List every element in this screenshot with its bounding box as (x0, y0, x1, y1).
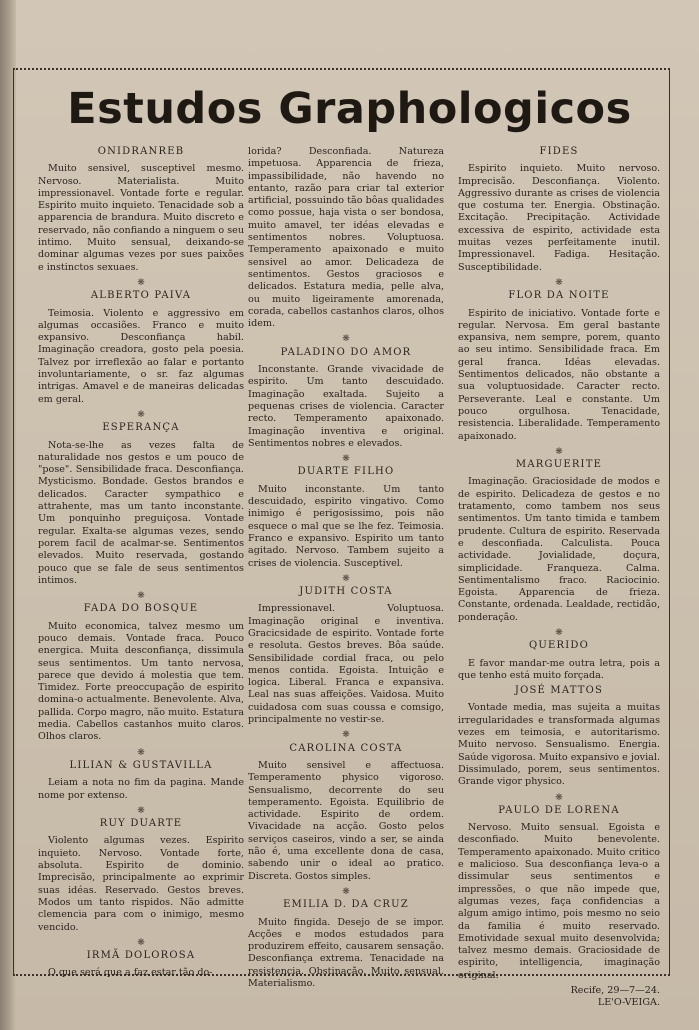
entry-text: Violento algumas vezes. Espirito inquieto. Nervoso. Vontade forte, absoluta. Espirito de dominio. Imprecisão, principalmente ao exprimir suas idéas. Reservado. Gestos breves. Modos um tanto rispidos. Não admitte clemencia para com o inimigo, mesmo vencido. (38, 835, 244, 933)
entry-fides (458, 146, 660, 289)
entry-name: JUDITH COSTA (299, 586, 393, 598)
entry-text: Impressionavel. Voluptuosa. Imaginação original e inventiva. Gracicsidade de espirito. Vontade forte e resoluta. Gestos breves. Bôa saúde. Sensibilidade cordial fraca, ou pelo menos contida. Egoista. Intuição e logica. Liberal. Franca e expansiva. Leal nas suas affeições. Vaidosa. Muito cuidadosa com suas coussa e comsigo, principalmente no vestir-se. (248, 603, 444, 726)
entry-paulo-de-lorena (458, 805, 660, 982)
entry-jose-mattos (458, 685, 660, 804)
entry-text: Teimosia. Violento e aggressivo em algumas occasiões. Franco e muito expansivo. Desconfiança habil. Imaginação creadora, gosto pela poesia. Talvez por irreflexão ao falar e portanto involuntariamente, o sr. faz algumas intrigas. Amavel e de maneiras delicadas em geral. (38, 307, 244, 405)
signoff-date: Recife, 29—7—24. (570, 985, 660, 996)
ornament-icon: ❋ (137, 409, 145, 420)
entry-fada-do-bosque (38, 603, 244, 759)
entry-name: PAULO DE LORENA (498, 804, 620, 816)
entry-name: ALBERTO PAIVA (90, 290, 192, 302)
entry-text: Muito sensivel e affectuosa. Temperamento physico vigoroso. Sensualismo, decorrente do seu temperamento. Egoista. Equilibrio de actividade. Espirito de ordem. Vivacidade na acção. Gosto pelos serviços caseiros, vindo a ser, se ainda não é, uma excellente dona de casa, sabendo unir o ideal ao pratico. Discreta. Gostos simples. (248, 759, 444, 882)
entry-name: ESPERANÇA (102, 422, 180, 434)
ornament-icon: ❋ (555, 277, 563, 288)
entry-esperanca (38, 422, 244, 602)
entry-name: FLOR DA NOITE (508, 290, 610, 302)
entry-emilia-da-cruz (248, 899, 444, 990)
entry-name: FADA DO BOSQUE (83, 603, 199, 615)
column-3 (458, 146, 660, 1010)
ornament-icon: ❋ (137, 591, 145, 602)
entry-text: Espirito de iniciativo. Vontade forte e regular. Nervosa. Em geral bastante expansiva, nem sempre, porem, quanto ao seu intimo. Sensibilidade fraca. Em geral franca. Idéas elevadas. Sentimentos delicados, não obstante a sua voluptuosidade. Caracter recto. Perseverante. Leal e constante. Um pouco orgulhosa. Tenacidade, resistencia. Liberalidade. Temperamento apaixonado. (458, 307, 660, 442)
ornament-icon: ❋ (555, 792, 563, 803)
entry-text: Inconstante. Grande vivacidade de espirito. Um tanto descuidado. Imaginação exaltada. Sujeito a pequenas crises de violencia. Caracter recto. Temperamento apaixonado. Imaginação inventiva e original. Sentimentos nobres e elevados. (248, 364, 444, 449)
ornament-icon: ❋ (342, 730, 350, 741)
entry-name: EMILIA D. DA CRUZ (283, 899, 409, 911)
entry-text: Muito inconstante. Um tanto descuidado, espirito vingativo. Como inimigo é perigosissimo, pois não esquece o mal que se lhe fez. Teimosia. Franco e expansivo. Espirito um tanto agitado. Nervoso. Tambem sujeito a crises de violencia. Susceptivel. (248, 483, 444, 569)
signoff-signature: LE'O-VEIGA. (597, 997, 660, 1009)
entry-text: Vontade media, mas sujeita a muitas irregularidades e transformada algumas vezes em teimosia, e autoritarismo. Muito nervoso. Sensualismo. Energia. Saúde vigorosa. Muito expansivo e jovial. Dissimulado, porem, seus sentimentos. Grande vigor physico. (458, 702, 660, 788)
column-2 (248, 146, 444, 993)
entry-carolina-costa (248, 743, 444, 899)
entry-ruy-duarte (38, 818, 244, 949)
entry-text: Muito sensivel, susceptivel mesmo. Nervoso. Materialista. Muito impressionavel. Vontade forte e regular. Espirito muito inquieto. Tenacidade sob a apparencia de brandura. Muito discreto e reservado, não confiando a ninguem o seu intimo. Muito sensual, deixando-se dominar algumas vezes por sues paixões e instinctos sexuaes. (38, 163, 244, 273)
ornament-icon: ❋ (342, 454, 350, 465)
entry-duarte-filho (248, 466, 444, 585)
ornament-icon: ❋ (342, 886, 350, 897)
entry-name: QUERIDO (528, 640, 590, 652)
entry-name: LILIAN & GUSTAVILLA (69, 759, 213, 771)
entry-name: RUY DUARTE (99, 818, 183, 830)
entry-text: Leiam a nota no fim da pagina. Mande nome por extenso. (38, 777, 244, 801)
ornament-icon: ❋ (137, 805, 145, 816)
entry-text: E favor mandar-me outra letra, pois a que tenho está muito forçada. (458, 657, 660, 681)
entry-name: ONIDRANREB (97, 146, 185, 157)
column-1 (38, 146, 244, 983)
entry-irma-dolorosa-continued (248, 146, 444, 346)
entry-name: PALADINO DO AMOR (280, 346, 412, 358)
entry-text: Espirito inquieto. Muito nervoso. Imprecisão. Desconfiança. Violento. Aggressivo durante as crises de violencia que costuma ter. Energia. Obstinação. Excitação. Precipitação. Actividade excessiva de espirito, actividade esta muitas vezes perfeitamente inutil. Impressionavel. Fadiga. Hesitação. Susceptibilidade. (458, 163, 660, 273)
entry-text: Muito fingida. Desejo de se impor. Acções e modos estudados para produzirem effeito, causarem sensação. Desconfiança extrema. Tenacidade na resistencia. Obstinação. Muito sensual. Materialismo. (248, 916, 444, 989)
entry-text: Muito economica, talvez mesmo um pouco demais. Vontade fraca. Pouco energica. Muita desconfiança, dissimula seus sentimentos. Um tanto nervosa, parece que devido á molestia que tem. Timidez. Forte preoccupação de espirito domina-o actualmente. Benevolente. Alva, pallida. Corpo magro, não muito. Estatura media. Cabellos castanhos muito claros. Olhos claros. (38, 620, 244, 743)
ornament-icon: ❋ (137, 937, 145, 948)
ornament-icon: ❋ (137, 747, 145, 758)
ornament-icon: ❋ (342, 573, 350, 584)
ornament-icon: ❋ (555, 627, 563, 638)
entry-name: DUARTE FILHO (297, 466, 395, 478)
entry-text: lorida? Desconfiada. Natureza impetuosa. Apparencia de frieza, impassibilidade, não havendo no entanto, razão para criar tal exterior artificial, possuindo tão bôas qualidades como possue, haja vista o ser bondosa, muito amavel, ter idéas elevadas e sentimentos nobres. Voluptuosa. Temperamento apaixonado e muito sensivel ao amor. Delicadeza de sentimentos. Gestos graciosos e delicados. Estatura media, pelle alva, ou muito ligeiramente amorenada, corada, cabellos castanhos claros, olhos idem. (248, 146, 444, 330)
entry-irma-dolorosa (38, 950, 244, 980)
entry-name: MARGUERITE (515, 459, 603, 471)
entry-flor-da-noite (458, 290, 660, 458)
entry-onidranreb (38, 146, 244, 289)
page-title: Estudos Graphologicos (67, 84, 632, 134)
entry-name: JOSÉ MATTOS (514, 685, 604, 697)
entry-text: Nota-se-lhe as vezes falta de naturalidade nos gestos e um pouco de "pose". Sensibilidade fraca. Desconfiança. Mysticismo. Bondade. Gestos brandos e delicados. Caracter sympathico e attrahente, mas um tanto inconstante. Um ponquinho preguiçosa. Vontade regular. Exalta-se algumas vezes, sendo porem facil de acalmar-se. Sentimentos elevados. Muito reservada, gostando pouco que se fale de seus sentimentos intimos. (38, 439, 244, 586)
entry-paladino-do-amor (248, 347, 444, 466)
ornament-icon: ❋ (555, 446, 563, 457)
entry-name: CAROLINA COSTA (289, 742, 403, 754)
ornament-icon: ❋ (342, 334, 350, 345)
entry-lilian-gustavilla (38, 760, 244, 817)
ornament-icon: ❋ (137, 277, 145, 288)
entry-alberto-paiva (38, 290, 244, 421)
entry-text: Nervoso. Muito sensual. Egoista e desconfiado. Muito benevolente. Temperamento apaixonado. Muito critico e malicioso. Sua desconfiança leva-o a dissimular seus sentimentos e impressões, o que não impede que, algumas vezes, faça confidencias a algum amigo intimo, pois mesmo no seio da familia é muito reservado. Emotividade sexual muito desenvolvida; talvez mesmo demais. Graciosidade de espirito, intelligencia, imaginação original. (458, 822, 660, 981)
entry-name: FIDES (539, 146, 579, 157)
entry-text: Imaginação. Graciosidade de modos e de espirito. Delicadeza de gestos e no tratamento, como tambem nos seus sentimentos. Um tanto timida e tambem prudente. Cultura de espirito. Reservada e desconfiada. Calculista. Pouca actividade. Jovialidade, doçura, simplicidade. Franqueza. Calma. Sentimentalismo fraco. Raciocinio. Egoista. Apparencia de frieza. Constante, ordenada. Lealdade, rectidão, ponderação. (458, 476, 660, 623)
entry-judith-costa (248, 586, 444, 742)
entry-name: IRMÃ DOLOROSA (86, 950, 196, 962)
entry-text: O que será que a faz estar tão do- (48, 967, 213, 979)
entry-querido (458, 640, 660, 682)
entry-marguerite (458, 459, 660, 639)
